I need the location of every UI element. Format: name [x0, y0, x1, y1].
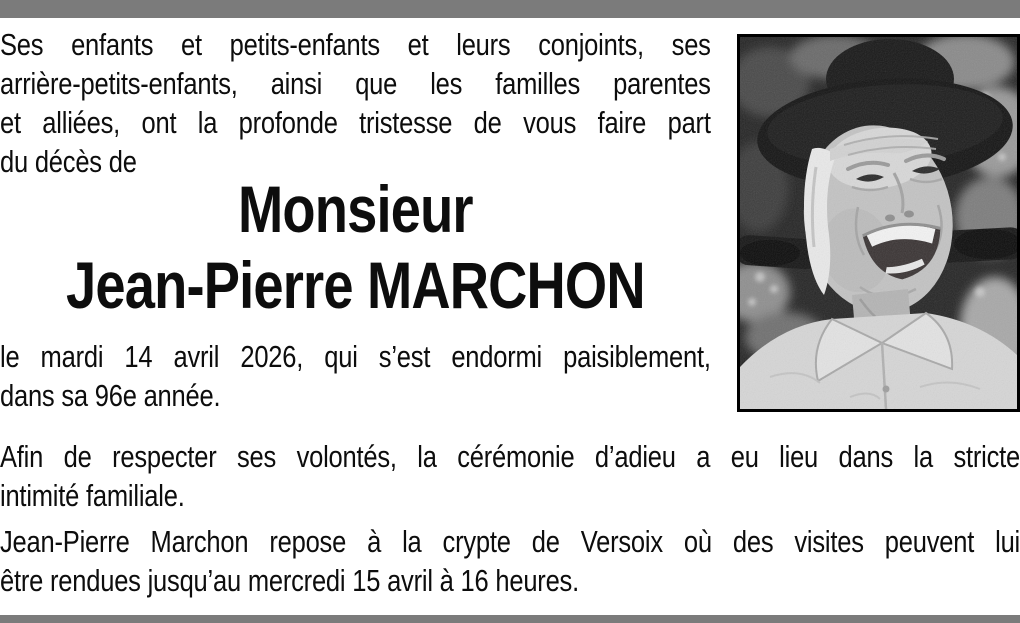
repose-paragraph — [0, 522, 1020, 600]
text-line: dans sa 96e année. — [0, 378, 221, 413]
intro-paragraph — [0, 25, 711, 181]
deceased-name: Jean-Pierre MARCHON — [66, 248, 645, 322]
text-line: intimité familiale. — [0, 478, 185, 513]
ceremony-paragraph — [0, 437, 1020, 515]
portrait-photo — [737, 34, 1020, 412]
text-line: arrière-petits-enfants, ainsi que les familles parentes — [0, 66, 711, 101]
text-line: du décès de — [0, 144, 137, 179]
text-line: être rendues jusqu’au mercredi 15 avril à 16 heures. — [0, 563, 579, 598]
text-line: le mardi 14 avril 2026, qui s’est endormi paisiblement, — [0, 339, 711, 374]
bottom-divider-bar — [0, 615, 1020, 623]
text-line: Afin de respecter ses volontés, la cérémonie d’adieu a eu lieu dans la stricte — [0, 439, 1020, 474]
civility-title: Monsieur — [237, 172, 473, 246]
death-paragraph — [0, 337, 711, 415]
portrait-illustration — [740, 37, 1017, 409]
text-line: Ses enfants et petits-enfants et leurs conjoints, ses — [0, 27, 711, 62]
text-line: Jean-Pierre Marchon repose à la crypte de Versoix où des visites peuvent lui — [0, 524, 1020, 559]
text-line: et alliées, ont la profonde tristesse de vous faire part — [0, 105, 711, 140]
